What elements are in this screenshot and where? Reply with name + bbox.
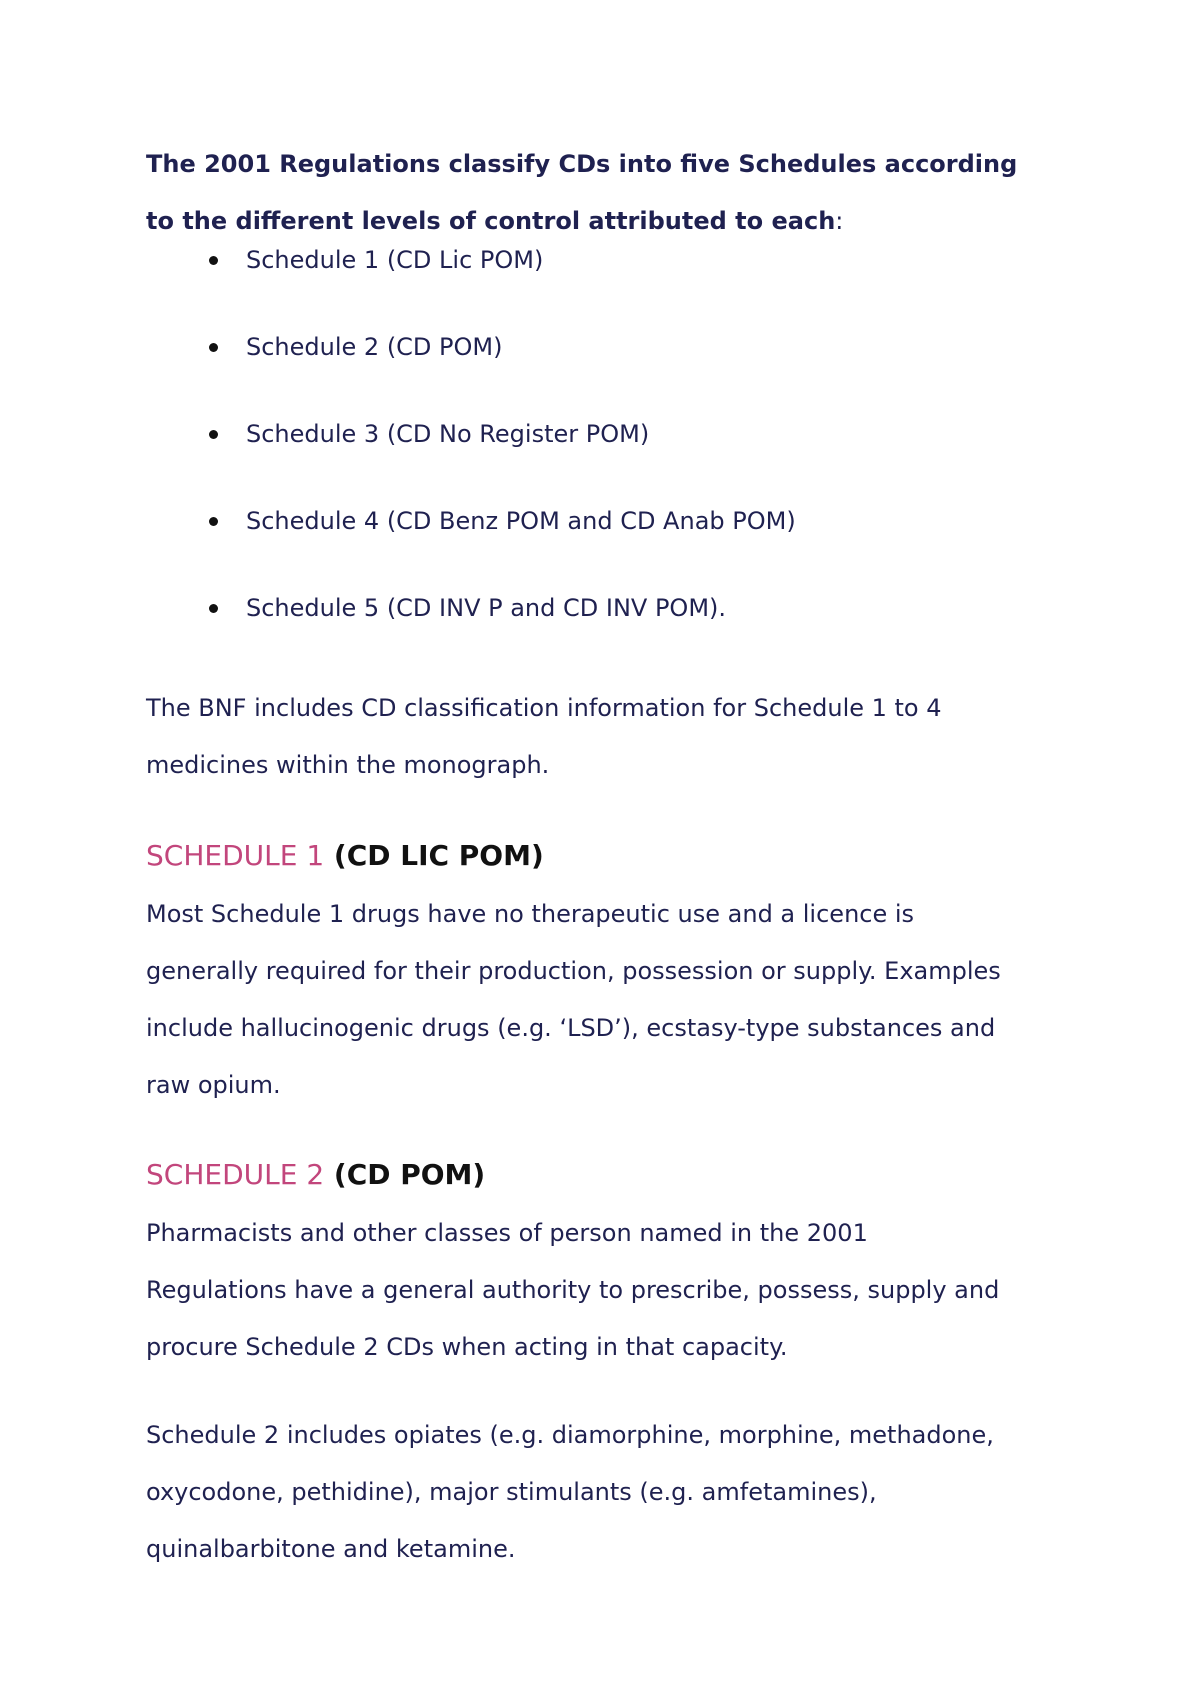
bullet-icon [209,343,218,352]
schedule-1-paragraph [146,886,1076,1114]
bullet-icon [209,604,218,613]
schedule-1-line: generally required for their production, possession or supply. Examples [146,957,1001,985]
bullet-icon [209,430,218,439]
schedule-2-para-2-line: Schedule 2 includes opiates (e.g. diamorphine, morphine, methadone, [146,1421,994,1449]
list-item [146,506,796,593]
schedule-2-heading-paren: (CD POM) [333,1158,486,1191]
schedule-1-heading-paren: (CD LIC POM) [333,839,544,872]
list-item [146,332,796,419]
schedule-1-line: Most Schedule 1 drugs have no therapeutic use and a licence is [146,900,915,928]
intro-colon: : [835,207,844,235]
schedule-2-para-1-line: procure Schedule 2 CDs when acting in that capacity. [146,1333,788,1361]
intro-line-2 [146,193,1066,250]
schedule-2-paragraph-1 [146,1205,1076,1376]
schedule-1-line: raw opium. [146,1071,281,1099]
bnf-note-line-1: The BNF includes CD classification information for Schedule 1 to 4 [146,694,942,722]
schedule-2-para-2-line: quinalbarbitone and ketamine. [146,1535,516,1563]
schedule-1-line: include hallucinogenic drugs (e.g. ‘LSD’), ecstasy-type substances and [146,1014,996,1042]
bnf-note-paragraph [146,680,1076,794]
list-item-text: Schedule 1 (CD Lic POM) [246,246,544,274]
list-item [146,419,796,506]
bullet-icon [209,517,218,526]
intro-paragraph [146,136,1066,250]
schedule-2-heading-label: SCHEDULE 2 [146,1158,325,1191]
schedule-2-para-1-line: Pharmacists and other classes of person named in the 2001 [146,1219,868,1247]
list-item-text: Schedule 4 (CD Benz POM and CD Anab POM) [246,507,796,535]
list-item [146,245,796,332]
bullet-icon [209,256,218,265]
list-item [146,593,796,680]
schedule-2-para-2-line: oxycodone, pethidine), major stimulants (e.g. amfetamines), [146,1478,877,1506]
intro-line-2-text: to the different levels of control attributed to each [146,207,836,235]
schedules-list [146,245,796,680]
schedule-2-para-1-line: Regulations have a general authority to prescribe, possess, supply and [146,1276,1000,1304]
bnf-note-line-2: medicines within the monograph. [146,751,550,779]
intro-line-1: The 2001 Regulations classify CDs into five Schedules according [146,150,1018,178]
list-item-text: Schedule 2 (CD POM) [246,333,503,361]
schedule-1-heading-label: SCHEDULE 1 [146,839,325,872]
list-item-text: Schedule 5 (CD INV P and CD INV POM). [246,594,727,622]
list-item-text: Schedule 3 (CD No Register POM) [246,420,650,448]
schedule-2-paragraph-2 [146,1407,1076,1578]
schedule-2-heading [146,1155,485,1195]
schedule-1-heading [146,836,544,876]
